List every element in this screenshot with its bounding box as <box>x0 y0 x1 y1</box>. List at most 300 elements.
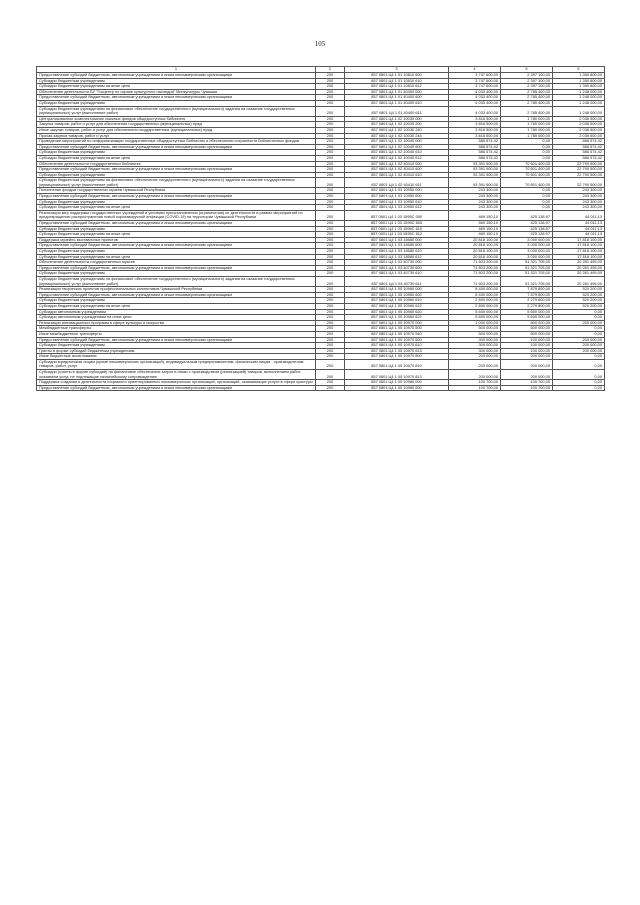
row-budget-code: 857 0801 Ц4 1 03 1595C 610 <box>345 226 449 232</box>
row-amount-2: 0,00 <box>501 144 553 150</box>
row-budget-code: 857 0801 Ц4 1 03 10950 600 <box>345 194 449 200</box>
row-amount-2: 3 000 000,00 <box>501 249 553 255</box>
row-amount-2: 70 601 400,00 <box>501 172 553 178</box>
row-amount-2: 0,00 <box>501 194 553 200</box>
row-budget-code: 857 0801 Ц4 1 05 10960 612 <box>345 303 449 309</box>
row-amount-1: 300 000,00 <box>449 337 501 343</box>
row-amount-1: 71 603 200,00 <box>449 276 501 286</box>
row-budget-code: 857 0801 Ц4 1 02 10040 600 <box>345 144 449 150</box>
row-name: Обеспечение деятельности государственных библиотек <box>37 161 316 167</box>
row-name: Предоставление субсидий бюджетным, автономным учреждениям и иным некоммерческим организациям <box>37 167 316 173</box>
row-column-2: 200 <box>316 194 345 200</box>
row-amount-1: 469 150,10 <box>449 210 501 220</box>
row-name: Централизованное комплектование книжных фондов общедоступных библиотек <box>37 116 316 122</box>
row-name: Обеспечение деятельности государственных музеев <box>37 260 316 266</box>
row-name: Субсидии бюджетным учреждениям <box>37 249 316 255</box>
row-amount-1: 8 400 000,00 <box>449 292 501 298</box>
row-name: Предоставление субсидий бюджетным, автономным учреждениям и иным некоммерческим организациям <box>37 243 316 249</box>
table-row <box>37 370 605 380</box>
row-name: Субсидии юридическим лицам (кроме некоммерческих организаций), индивидуальным предпринимателям, физическим лицам - производителям товаров, работ, услуг <box>37 359 316 369</box>
row-amount-2: 200 000,00 <box>501 359 553 369</box>
row-amount-3: 22 790 500,00 <box>553 167 605 173</box>
row-amount-1: 300 000,00 <box>449 348 501 354</box>
row-name: Субсидии бюджетным учреждениям <box>37 343 316 349</box>
row-name: Предоставление субсидий бюджетным, автономным учреждениям и иным некоммерческим организациям <box>37 221 316 227</box>
row-amount-2: 1 780 000,00 <box>501 122 553 128</box>
row-amount-1: 93 391 900,00 <box>449 167 501 173</box>
row-column-2: 200 <box>316 249 345 255</box>
row-budget-code: 857 0801 Ц4 1 03 40730 611 <box>345 276 449 286</box>
row-amount-3: 243 300,00 <box>553 205 605 211</box>
row-name: Субсидии бюджетным учреждениям <box>37 100 316 106</box>
row-amount-1: 2 800 000,00 <box>449 298 501 304</box>
row-column-2: 200 <box>316 95 345 101</box>
row-name: Субсидии бюджетным учреждениям на финансовое обеспечение государственного (муниципального) задания на оказание государственных (муниципальных) услуг (выполнение работ) <box>37 106 316 116</box>
row-amount-2: 5 600 000,00 <box>501 309 553 315</box>
row-amount-2: 5 600 000,00 <box>501 315 553 321</box>
row-amount-2: 0,00 <box>501 150 553 156</box>
row-column-2: 200 <box>316 84 345 90</box>
row-column-2: 200 <box>316 343 345 349</box>
table-row <box>37 359 605 369</box>
row-column-2: 200 <box>316 380 345 386</box>
column-number: 1 <box>37 67 316 73</box>
row-column-2: 200 <box>316 139 345 145</box>
row-amount-1: 93 391 900,00 <box>449 161 501 167</box>
row-amount-3: 0,00 <box>553 331 605 337</box>
row-budget-code: 857 0801 Ц4 1 03 18580 610 <box>345 249 449 255</box>
row-amount-3: 586 574,42 <box>553 155 605 161</box>
row-name: Предоставление субсидий бюджетным, автономным учреждениям и иным некоммерческим организациям <box>37 73 316 79</box>
row-amount-2: 51 321 705,00 <box>501 276 553 286</box>
row-amount-1: 100 700,00 <box>449 385 501 391</box>
row-budget-code: 857 0801 Ц4 1 02 10030 244 <box>345 133 449 139</box>
row-amount-1: 20 818 100,00 <box>449 254 501 260</box>
row-name: Обеспечение деятельности БУ "Госцентр по охране культурного наследия" Минкультуры Чувашии <box>37 89 316 95</box>
row-column-2: 200 <box>316 133 345 139</box>
row-column-2: 200 <box>316 106 345 116</box>
row-budget-code: 857 0801 Ц4 1 02 10030 240 <box>345 127 449 133</box>
row-name: Субсидии бюджетным учреждениям <box>37 226 316 232</box>
row-name: Предоставление субсидий бюджетным, автономным учреждениям и иным некоммерческим организациям <box>37 95 316 101</box>
row-amount-2: 425 138,97 <box>501 226 553 232</box>
row-column-2: 200 <box>316 144 345 150</box>
row-column-2: 200 <box>316 78 345 84</box>
row-amount-2: 2 785 400,00 <box>501 95 553 101</box>
row-budget-code: 857 0801 Ц4 1 05 10960 610 <box>345 298 449 304</box>
row-amount-1: 200 000,00 <box>449 354 501 360</box>
row-budget-code: 857 0801 Ц4 1 05 10960 600 <box>345 292 449 298</box>
row-budget-code: 857 0801 Ц4 1 03 1595C 612 <box>345 232 449 238</box>
row-amount-3: 22 790 500,00 <box>553 172 605 178</box>
row-amount-2: 100 000,00 <box>501 343 553 349</box>
row-amount-1: 3 816 500,00 <box>449 133 501 139</box>
row-budget-code: 857 0801 Ц4 1 02 10030 000 <box>345 116 449 122</box>
row-amount-3: 44 011,13 <box>553 232 605 238</box>
row-budget-code: 857 0801 Ц4 1 01 40400 610 <box>345 100 449 106</box>
row-column-2: 200 <box>316 265 345 271</box>
row-amount-3: 520 200,00 <box>553 303 605 309</box>
row-name: Субсидии бюджетным учреждениям <box>37 298 316 304</box>
row-amount-2: 70 601 400,00 <box>501 178 553 188</box>
row-amount-1: 4 033 400,00 <box>449 106 501 116</box>
row-name: Межбюджетные трансферты <box>37 326 316 332</box>
row-amount-2: 3 000 000,00 <box>501 254 553 260</box>
row-name: Прочая закупка товаров, работ и услуг <box>37 133 316 139</box>
row-name: Проведение мероприятий по информатизации государственных общедоступных библиотек и обеспечению сохранности библиотечных фондов <box>37 139 316 145</box>
row-column-2: 200 <box>316 199 345 205</box>
row-amount-3: 586 574,42 <box>553 150 605 156</box>
row-amount-3: 1 248 000,00 <box>553 106 605 116</box>
row-budget-code: 857 0801 Ц4 1 02 10040 000 <box>345 139 449 145</box>
row-amount-2: 425 138,97 <box>501 210 553 220</box>
row-name: Закупка товаров, работ и услуг для обеспечения государственных (муниципальных) нужд <box>37 122 316 128</box>
row-amount-2: 1 780 000,00 <box>501 127 553 133</box>
row-amount-3: 520 200,00 <box>553 287 605 293</box>
row-amount-1: 500 000,00 <box>449 331 501 337</box>
row-amount-2: 51 321 705,00 <box>501 265 553 271</box>
row-column-2: 200 <box>316 116 345 122</box>
row-amount-2: 3 000 000,00 <box>501 237 553 243</box>
row-budget-code: 857 0801 Ц4 1 02 10030 200 <box>345 122 449 128</box>
row-amount-1: 3 747 600,00 <box>449 78 501 84</box>
row-amount-3: 520 200,00 <box>553 298 605 304</box>
row-amount-3: 243 300,00 <box>553 194 605 200</box>
row-amount-3: 586 574,42 <box>553 144 605 150</box>
row-name: Субсидии бюджетным учреждениям на финансовое обеспечение государственного (муниципального) задания на оказание государственных (муниципальных) услуг (выполнение работ) <box>37 276 316 286</box>
row-amount-1: 500 000,00 <box>449 326 501 332</box>
row-amount-3: 20 281 495,00 <box>553 260 605 266</box>
row-budget-code: 857 0801 Ц4 1 03 40730 000 <box>345 260 449 266</box>
row-budget-code: 857 0801 Ц4 1 01 10810 600 <box>345 73 449 79</box>
row-amount-3: 17 818 100,00 <box>553 249 605 255</box>
row-budget-code: 857 0801 Ц4 1 05 10970 810 <box>345 359 449 369</box>
row-column-2: 200 <box>316 320 345 326</box>
row-name: Субсидии автономным учреждениям <box>37 309 316 315</box>
row-budget-code: 857 0801 Ц4 1 03 18580 000 <box>345 237 449 243</box>
row-column-2: 200 <box>316 303 345 309</box>
row-amount-3: 243 300,00 <box>553 199 605 205</box>
column-number: 4 <box>449 67 501 73</box>
column-number: 2 <box>316 67 345 73</box>
row-amount-2: 100 000,00 <box>501 348 553 354</box>
row-amount-2: 100 700,00 <box>501 385 553 391</box>
row-amount-3: 520 200,00 <box>553 292 605 298</box>
row-budget-code: 857 0801 Ц4 1 05 10960 000 <box>345 287 449 293</box>
row-amount-3: 17 818 100,00 <box>553 237 605 243</box>
row-amount-1: 5 600 000,00 <box>449 315 501 321</box>
row-amount-2: 0,00 <box>501 139 553 145</box>
row-amount-3: 17 818 100,00 <box>553 254 605 260</box>
row-column-2: 200 <box>316 348 345 354</box>
row-name: Субсидии бюджетным учреждениям на иные цели <box>37 254 316 260</box>
row-amount-1: 469 150,10 <box>449 221 501 227</box>
row-amount-3: 2 036 500,00 <box>553 122 605 128</box>
row-column-2: 200 <box>316 221 345 227</box>
row-name: Реализация мер поддержки государственных учреждений в условиях приостановления (ограничения) их деятельности в рамках мероприятий по предотвращению распространения новой коронавирусной инфекции (COVID-19) на территории Чувашской Республики <box>37 210 316 220</box>
row-name: Субсидии бюджетным учреждениям <box>37 78 316 84</box>
row-budget-code: 857 0801 Ц4 1 02 10040 610 <box>345 150 449 156</box>
row-name: Субсидии бюджетным учреждениям <box>37 150 316 156</box>
row-amount-3: 20 281 495,00 <box>553 271 605 277</box>
row-amount-2: 2 785 400,00 <box>501 89 553 95</box>
row-amount-2: 500 000,00 <box>501 326 553 332</box>
row-name: Субсидии автономным учреждениям на иные цели <box>37 315 316 321</box>
row-name: Субсидии бюджетным учреждениям на иные цели <box>37 84 316 90</box>
row-name: Иные бюджетные ассигнования <box>37 354 316 360</box>
row-budget-code: 857 0801 Ц4 1 03 40730 610 <box>345 271 449 277</box>
row-name: Субсидии бюджетным учреждениям на иные цели <box>37 205 316 211</box>
row-column-2: 200 <box>316 89 345 95</box>
row-budget-code: 857 0801 Ц4 1 05 10970 813 <box>345 370 449 380</box>
row-amount-3: 200 000,00 <box>553 348 605 354</box>
row-name: Субсидии бюджетным учреждениям на иные цели <box>37 303 316 309</box>
row-column-2: 200 <box>316 155 345 161</box>
table-row <box>37 210 605 220</box>
row-amount-3: 2 036 500,00 <box>553 127 605 133</box>
row-amount-3: 22 790 500,00 <box>553 161 605 167</box>
row-name: Пополнение фондов государственных музеев Чувашской Республики <box>37 188 316 194</box>
row-amount-1: 71 603 200,00 <box>449 271 501 277</box>
row-budget-code: 857 0801 Ц4 1 03 40730 600 <box>345 265 449 271</box>
row-name: Поддержка создания и деятельности социально ориентированных некоммерческих организаций, организаций, оказывающих услуги в сфере культуры <box>37 380 316 386</box>
row-name: Субсидии бюджетным учреждениям <box>37 172 316 178</box>
row-budget-code: 857 0801 Ц4 1 01 40400 000 <box>345 89 449 95</box>
column-number: 5 <box>501 67 553 73</box>
row-amount-1: 20 818 100,00 <box>449 243 501 249</box>
row-budget-code: 857 0801 Ц4 1 03 18580 612 <box>345 254 449 260</box>
row-budget-code: 857 0801 Ц4 1 05 10980 600 <box>345 385 449 391</box>
row-column-2: 200 <box>316 271 345 277</box>
row-amount-1: 3 816 500,00 <box>449 127 501 133</box>
row-amount-2: 0,00 <box>501 155 553 161</box>
table-row <box>37 276 605 286</box>
row-amount-3: 1 248 000,00 <box>553 89 605 95</box>
row-amount-2: 800 000,00 <box>501 320 553 326</box>
row-column-2: 200 <box>316 232 345 238</box>
row-amount-3: 20 281 495,00 <box>553 265 605 271</box>
row-amount-1: 71 603 200,00 <box>449 265 501 271</box>
row-budget-code: 857 0801 Ц4 1 05 10970 600 <box>345 337 449 343</box>
row-column-2: 200 <box>316 73 345 79</box>
row-amount-2: 100 000,00 <box>501 337 553 343</box>
row-amount-3: 44 011,13 <box>553 210 605 220</box>
row-amount-3: 1 350 800,00 <box>553 78 605 84</box>
page-number: 105 <box>314 40 326 48</box>
column-number: 6 <box>553 67 605 73</box>
row-amount-1: 1 000 000,00 <box>449 320 501 326</box>
row-amount-1: 586 574,42 <box>449 150 501 156</box>
row-name: Реализация инновационных программ в сфере культуры и искусства <box>37 320 316 326</box>
row-column-2: 200 <box>316 188 345 194</box>
row-budget-code: 857 0801 Ц4 1 01 10810 612 <box>345 84 449 90</box>
row-amount-3: 0,00 <box>553 370 605 380</box>
row-amount-3: 2 036 500,00 <box>553 116 605 122</box>
row-column-2: 200 <box>316 254 345 260</box>
row-column-2: 200 <box>316 167 345 173</box>
row-budget-code: 857 0801 Ц4 1 05 10980 000 <box>345 380 449 386</box>
row-amount-2: 1 780 000,00 <box>501 116 553 122</box>
row-column-2: 200 <box>316 243 345 249</box>
row-budget-code: 857 0801 Ц4 1 05 10970 610 <box>345 343 449 349</box>
row-column-2: 200 <box>316 210 345 220</box>
row-budget-code: 857 0801 Ц4 1 01 40400 600 <box>345 95 449 101</box>
row-amount-3: 20 281 495,00 <box>553 276 605 286</box>
row-budget-code: 857 0801 Ц4 1 05 10960 622 <box>345 315 449 321</box>
row-name: Поддержка музейно-выставочных проектов <box>37 237 316 243</box>
row-column-2: 200 <box>316 326 345 332</box>
row-amount-1: 100 700,00 <box>449 380 501 386</box>
row-amount-1: 200 000,00 <box>449 359 501 369</box>
row-name: Предоставление субсидий бюджетным, автономным учреждениям и иным некоммерческим организациям <box>37 144 316 150</box>
row-amount-2: 500 000,00 <box>501 331 553 337</box>
row-budget-code: 857 0801 Ц4 1 03 10950 612 <box>345 205 449 211</box>
row-amount-3: 0,00 <box>553 385 605 391</box>
row-amount-2: 2 785 400,00 <box>501 106 553 116</box>
row-amount-3: 2 036 500,00 <box>553 133 605 139</box>
row-amount-3: 0,00 <box>553 326 605 332</box>
row-name: Предоставление субсидий бюджетным, автономным учреждениям и иным некоммерческим организациям <box>37 385 316 391</box>
row-amount-2: 100 700,00 <box>501 380 553 386</box>
row-amount-1: 20 818 100,00 <box>449 249 501 255</box>
row-amount-3: 22 790 500,00 <box>553 178 605 188</box>
row-amount-2: 7 879 800,00 <box>501 292 553 298</box>
row-amount-2: 0,00 <box>501 188 553 194</box>
row-column-2: 200 <box>316 150 345 156</box>
row-amount-1: 243 300,00 <box>449 188 501 194</box>
row-amount-2: 2 785 400,00 <box>501 100 553 106</box>
row-amount-2: 70 601 400,00 <box>501 167 553 173</box>
row-amount-1: 243 300,00 <box>449 199 501 205</box>
row-amount-2: 2 397 100,00 <box>501 73 553 79</box>
row-name: Предоставление субсидий бюджетным, автономным учреждениям и иным некоммерческим организациям <box>37 194 316 200</box>
row-amount-2: 200 000,00 <box>501 354 553 360</box>
row-budget-code: 857 0801 Ц4 1 02 40410 600 <box>345 167 449 173</box>
row-amount-2: 51 321 705,00 <box>501 271 553 277</box>
row-amount-1: 469 150,10 <box>449 232 501 238</box>
row-amount-2: 2 397 100,00 <box>501 84 553 90</box>
row-amount-2: 7 879 800,00 <box>501 287 553 293</box>
row-column-2: 200 <box>316 100 345 106</box>
row-budget-code: 857 0801 Ц4 1 02 40410 611 <box>345 178 449 188</box>
row-amount-1: 586 574,42 <box>449 155 501 161</box>
row-amount-1: 20 818 100,00 <box>449 237 501 243</box>
row-amount-1: 93 391 900,00 <box>449 178 501 188</box>
row-budget-code: 857 0801 Ц4 1 02 40410 610 <box>345 172 449 178</box>
row-amount-2: 0,00 <box>501 205 553 211</box>
column-number: 3 <box>345 67 449 73</box>
row-name: Субсидии бюджетным учреждениям <box>37 199 316 205</box>
row-column-2: 200 <box>316 315 345 321</box>
row-amount-1: 4 033 400,00 <box>449 89 501 95</box>
row-name: Предоставление субсидий бюджетным, автономным учреждениям и иным некоммерческим организациям <box>37 265 316 271</box>
row-column-2: 200 <box>316 370 345 380</box>
row-amount-2: 2 279 800,00 <box>501 298 553 304</box>
row-name: Субсидии бюджетным учреждениям на иные цели <box>37 155 316 161</box>
row-budget-code: 857 0801 Ц4 1 03 10950 000 <box>345 188 449 194</box>
row-amount-3: 1 350 800,00 <box>553 84 605 90</box>
row-amount-2: 200 000,00 <box>501 370 553 380</box>
row-column-2: 200 <box>316 161 345 167</box>
row-name: Реализация творческих проектов профессиональных коллективов Чувашской Республики <box>37 287 316 293</box>
row-column-2: 200 <box>316 337 345 343</box>
row-name: Субсидии бюджетным учреждениям на финансовое обеспечение государственного (муниципального) задания на оказание государственных (муниципальных) услуг (выполнение работ) <box>37 178 316 188</box>
row-amount-1: 4 033 400,00 <box>449 100 501 106</box>
row-budget-code: 857 0801 Ц4 1 02 40410 000 <box>345 161 449 167</box>
row-amount-1: 3 747 600,00 <box>449 73 501 79</box>
row-budget-code: 857 0801 Ц4 1 01 10810 610 <box>345 78 449 84</box>
row-amount-3: 0,00 <box>553 354 605 360</box>
row-column-2: 200 <box>316 178 345 188</box>
row-amount-1: 2 800 000,00 <box>449 303 501 309</box>
row-amount-1: 8 400 000,00 <box>449 287 501 293</box>
row-column-2: 200 <box>316 226 345 232</box>
row-amount-3: 1 248 000,00 <box>553 95 605 101</box>
row-column-2: 200 <box>316 205 345 211</box>
row-budget-code: 857 0801 Ц4 1 03 10950 610 <box>345 199 449 205</box>
row-amount-3: 17 818 100,00 <box>553 243 605 249</box>
row-amount-1: 243 300,00 <box>449 194 501 200</box>
row-amount-2: 425 138,97 <box>501 221 553 227</box>
row-amount-1: 3 747 600,00 <box>449 84 501 90</box>
row-budget-code: 857 0801 Ц4 1 05 10970 800 <box>345 354 449 360</box>
row-amount-3: 1 248 000,00 <box>553 100 605 106</box>
row-amount-2: 2 397 100,00 <box>501 78 553 84</box>
row-column-2: 200 <box>316 292 345 298</box>
row-amount-1: 243 300,00 <box>449 205 501 211</box>
row-amount-3: 200 000,00 <box>553 337 605 343</box>
row-amount-3: 586 574,42 <box>553 139 605 145</box>
row-name: Субсидии (гранты в форме субсидий) на финансовое обеспечение затрат в связи с производством (реализацией) товаров, выполнением работ, оказанием услуг, не подлежащие казначейскому сопровождению <box>37 370 316 380</box>
row-amount-3: 0,00 <box>553 315 605 321</box>
budget-table <box>36 66 605 391</box>
row-name: Субсидии бюджетным учреждениям <box>37 271 316 277</box>
row-budget-code: 857 0801 Ц4 1 05 10970 500 <box>345 326 449 332</box>
row-name: Субсидии бюджетным учреждениям на иные цели <box>37 232 316 238</box>
row-name: Гранты в форме субсидий бюджетным учреждениям <box>37 348 316 354</box>
row-budget-code: 857 0801 Ц4 1 01 40400 611 <box>345 106 449 116</box>
row-amount-1: 4 033 400,00 <box>449 95 501 101</box>
row-amount-3: 200 000,00 <box>553 320 605 326</box>
row-amount-3: 44 011,13 <box>553 221 605 227</box>
row-amount-3: 0,00 <box>553 380 605 386</box>
row-column-2: 200 <box>316 309 345 315</box>
row-budget-code: 857 0801 Ц4 1 05 10970 540 <box>345 331 449 337</box>
row-amount-2: 3 000 000,00 <box>501 243 553 249</box>
row-name: Предоставление субсидий бюджетным, автономным учреждениям и иным некоммерческим организациям <box>37 337 316 343</box>
row-amount-1: 586 574,42 <box>449 144 501 150</box>
row-column-2: 200 <box>316 287 345 293</box>
row-budget-code: 857 0801 Ц4 1 05 10960 620 <box>345 309 449 315</box>
row-name: Иные межбюджетные трансферты <box>37 331 316 337</box>
table-row <box>37 106 605 116</box>
row-amount-1: 5 600 000,00 <box>449 309 501 315</box>
row-column-2: 200 <box>316 359 345 369</box>
table-row <box>37 178 605 188</box>
row-amount-3: 0,00 <box>553 359 605 369</box>
row-budget-code: 857 0801 Ц4 1 05 10970 613 <box>345 348 449 354</box>
row-column-2: 200 <box>316 127 345 133</box>
row-column-2: 200 <box>316 354 345 360</box>
row-amount-1: 71 603 200,00 <box>449 260 501 266</box>
row-amount-2: 425 138,97 <box>501 232 553 238</box>
row-column-2: 200 <box>316 298 345 304</box>
row-amount-3: 0,00 <box>553 309 605 315</box>
row-column-2: 200 <box>316 172 345 178</box>
row-amount-2: 51 321 705,00 <box>501 260 553 266</box>
row-column-2: 200 <box>316 276 345 286</box>
table-row <box>37 385 605 391</box>
